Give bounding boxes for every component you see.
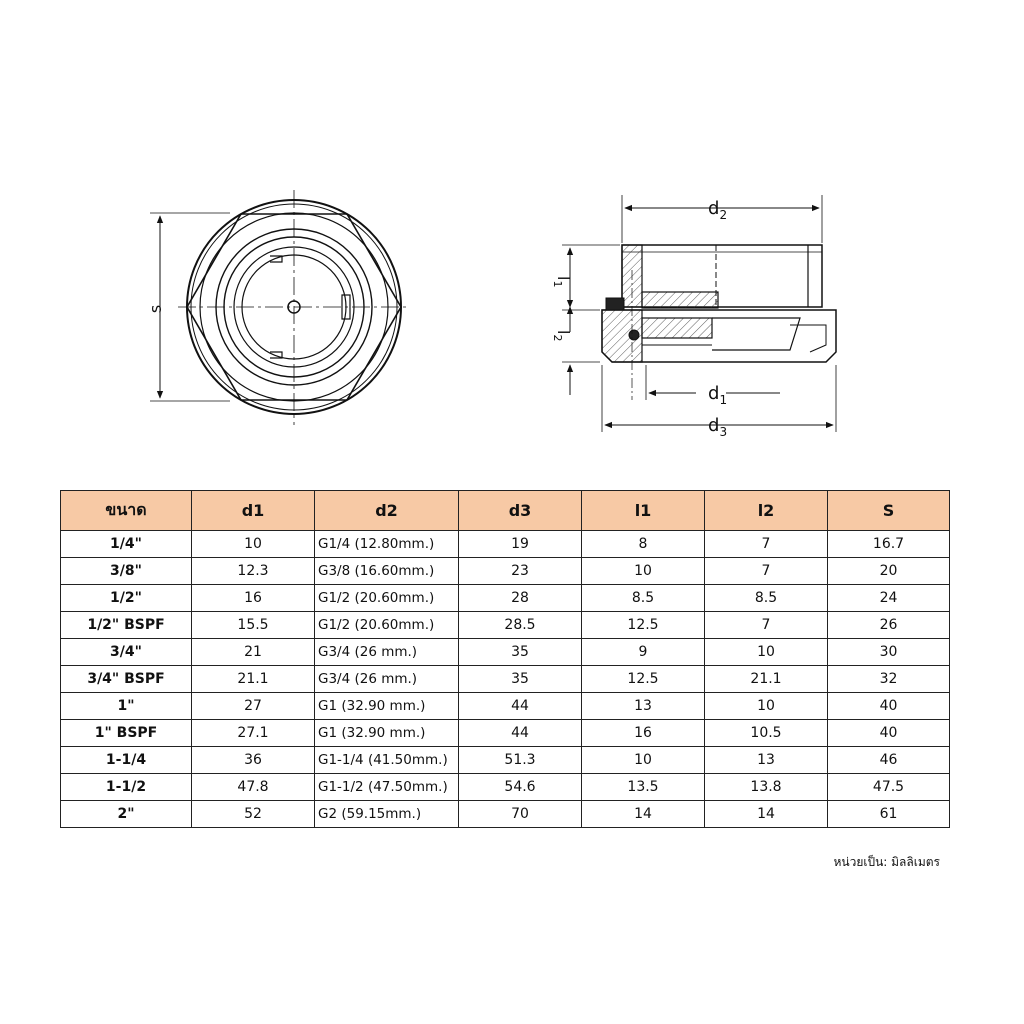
- cell-size: 2": [61, 801, 192, 828]
- dimension-table: [60, 490, 950, 828]
- front-view: [150, 190, 410, 425]
- cell-d2: G1/2 (20.60mm.): [315, 612, 459, 639]
- cell-d3: 44: [459, 693, 582, 720]
- cell-d1: 21: [192, 639, 315, 666]
- cell-size: 1" BSPF: [61, 720, 192, 747]
- cell-d3: 19: [459, 531, 582, 558]
- cell-d2: G1 (32.90 mm.): [315, 720, 459, 747]
- cell-d2: G3/8 (16.60mm.): [315, 558, 459, 585]
- cell-d3: 28: [459, 585, 582, 612]
- cell-size: 1/2": [61, 585, 192, 612]
- table-row: [61, 693, 950, 720]
- cell-l1: 12.5: [582, 666, 705, 693]
- cell-s: 40: [828, 720, 950, 747]
- cell-l2: 10: [705, 693, 828, 720]
- cell-l2: 10: [705, 639, 828, 666]
- label-l2: $l_2$: [551, 330, 573, 342]
- table-row: [61, 612, 950, 639]
- header-l2: l2: [705, 491, 828, 531]
- header-d2: d2: [315, 491, 459, 531]
- cell-s: 26: [828, 612, 950, 639]
- cell-size: 3/4" BSPF: [61, 666, 192, 693]
- label-d3: $d_3$: [708, 415, 728, 439]
- cell-d2: G1-1/4 (41.50mm.): [315, 747, 459, 774]
- cell-size: 1/2" BSPF: [61, 612, 192, 639]
- cell-d3: 44: [459, 720, 582, 747]
- header-d3: d3: [459, 491, 582, 531]
- header-d1: d1: [192, 491, 315, 531]
- table-row: [61, 801, 950, 828]
- cell-d3: 35: [459, 639, 582, 666]
- cell-d2: G2 (59.15mm.): [315, 801, 459, 828]
- cell-d2: G1/2 (20.60mm.): [315, 585, 459, 612]
- cell-d2: G1/4 (12.80mm.): [315, 531, 459, 558]
- cell-l1: 8.5: [582, 585, 705, 612]
- cell-d1: 52: [192, 801, 315, 828]
- table-row: [61, 666, 950, 693]
- side-lens: [642, 318, 712, 338]
- cell-d3: 23: [459, 558, 582, 585]
- cell-d1: 15.5: [192, 612, 315, 639]
- cell-d2: G1 (32.90 mm.): [315, 693, 459, 720]
- cell-d3: 54.6: [459, 774, 582, 801]
- side-gasket: [606, 298, 624, 310]
- cell-l1: 14: [582, 801, 705, 828]
- cell-size: 1": [61, 693, 192, 720]
- table-row: [61, 585, 950, 612]
- cell-l2: 13.8: [705, 774, 828, 801]
- side-o-ring: [629, 330, 639, 340]
- table-row: [61, 558, 950, 585]
- cell-d1: 47.8: [192, 774, 315, 801]
- cell-l2: 10.5: [705, 720, 828, 747]
- cell-size: 1-1/4: [61, 747, 192, 774]
- header-size: ขนาด: [61, 491, 192, 531]
- cell-d3: 51.3: [459, 747, 582, 774]
- cell-l1: 12.5: [582, 612, 705, 639]
- cell-l1: 8: [582, 531, 705, 558]
- table-row: [61, 774, 950, 801]
- cell-l2: 7: [705, 558, 828, 585]
- cell-s: 47.5: [828, 774, 950, 801]
- cell-s: 30: [828, 639, 950, 666]
- cell-s: 40: [828, 693, 950, 720]
- table-row: [61, 720, 950, 747]
- cell-l2: 7: [705, 612, 828, 639]
- cell-d1: 10: [192, 531, 315, 558]
- cell-d3: 35: [459, 666, 582, 693]
- cell-size: 1-1/2: [61, 774, 192, 801]
- cell-l1: 9: [582, 639, 705, 666]
- table-row: [61, 639, 950, 666]
- label-d1: $d_1$: [708, 383, 728, 407]
- cell-d2: G3/4 (26 mm.): [315, 666, 459, 693]
- cell-l1: 13: [582, 693, 705, 720]
- cell-l2: 14: [705, 801, 828, 828]
- table-header-row: [61, 491, 950, 531]
- cell-s: 61: [828, 801, 950, 828]
- cell-l2: 7: [705, 531, 828, 558]
- cell-s: 24: [828, 585, 950, 612]
- cell-d3: 28.5: [459, 612, 582, 639]
- cell-s: 46: [828, 747, 950, 774]
- cell-size: 1/4": [61, 531, 192, 558]
- cell-s: 20: [828, 558, 950, 585]
- cell-l1: 13.5: [582, 774, 705, 801]
- cell-l1: 10: [582, 747, 705, 774]
- cell-d1: 21.1: [192, 666, 315, 693]
- technical-drawing: [0, 0, 1024, 480]
- cell-d1: 27.1: [192, 720, 315, 747]
- cell-l1: 16: [582, 720, 705, 747]
- cell-d1: 12.3: [192, 558, 315, 585]
- cell-size: 3/8": [61, 558, 192, 585]
- unit-note: หน่วยเป็น: มิลลิเมตร: [833, 855, 940, 869]
- cell-d2: G1-1/2 (47.50mm.): [315, 774, 459, 801]
- cell-l2: 8.5: [705, 585, 828, 612]
- label-s: s: [146, 304, 165, 314]
- cell-l1: 10: [582, 558, 705, 585]
- cell-d1: 27: [192, 693, 315, 720]
- label-l1: $l_1$: [551, 276, 573, 288]
- cell-l2: 21.1: [705, 666, 828, 693]
- cell-d2: G3/4 (26 mm.): [315, 639, 459, 666]
- header-l1: l1: [582, 491, 705, 531]
- table-row: [61, 531, 950, 558]
- label-d2: $d_2$: [708, 198, 728, 222]
- header-s: S: [828, 491, 950, 531]
- table-row: [61, 747, 950, 774]
- cell-size: 3/4": [61, 639, 192, 666]
- cell-d1: 36: [192, 747, 315, 774]
- cell-s: 16.7: [828, 531, 950, 558]
- cell-s: 32: [828, 666, 950, 693]
- cell-d3: 70: [459, 801, 582, 828]
- side-view: [562, 195, 836, 432]
- cell-d1: 16: [192, 585, 315, 612]
- cell-l2: 13: [705, 747, 828, 774]
